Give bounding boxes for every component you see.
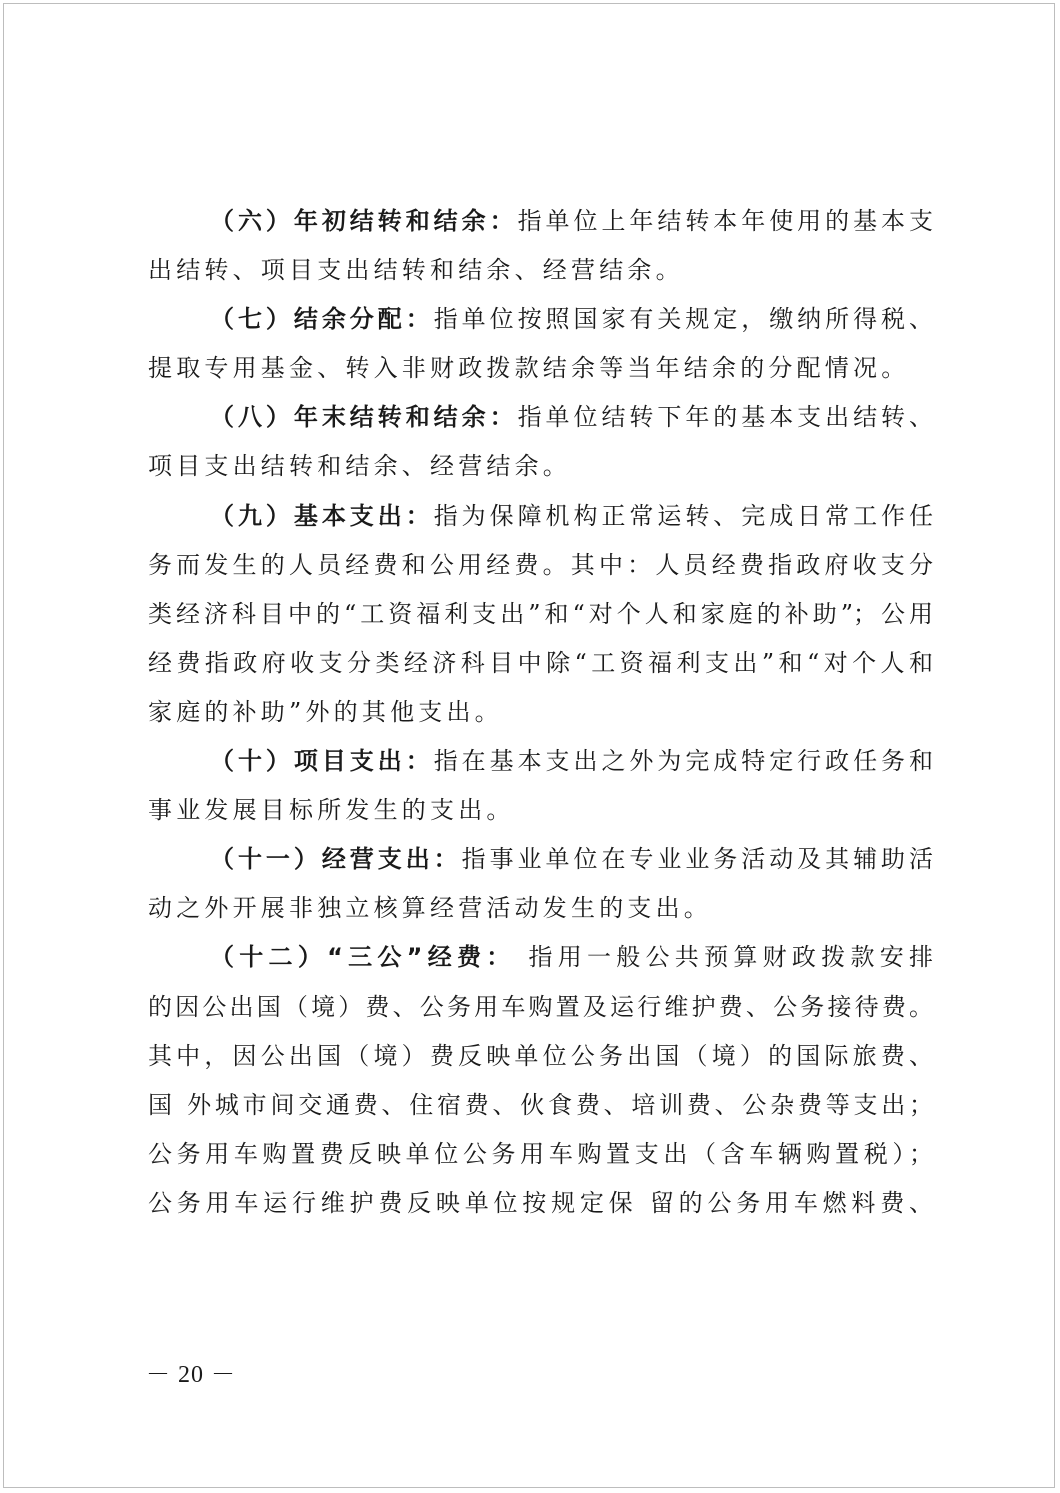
paragraph-line: 其中，因公出国（境）费反映单位公务出国（境）的国际旅费、: [148, 1041, 933, 1070]
paragraph-line: [148, 393, 933, 442]
paragraph-text: 指事业单位在专业业务活动及其辅助活: [461, 845, 933, 874]
paragraph-line: 的因公出国（境）费、公务用车购置及运行维护费、公务接待费。: [148, 992, 933, 1021]
paragraph-heading: （八）年末结转和结余：: [210, 403, 518, 432]
paragraph-line: [148, 835, 933, 884]
paragraph-line: 家庭的补助”外的其他支出。: [148, 697, 503, 726]
paragraph-line: [148, 197, 933, 246]
paragraph-line: 项目支出结转和结余、经营结余。: [148, 452, 571, 481]
paragraph-heading: （十）项目支出：: [210, 747, 434, 776]
paragraph-line: 经费指政府收支分类经济科目中除“工资福利支出”和“对个人和: [148, 648, 933, 677]
paragraph-line: 务而发生的人员经费和公用经费。其中：人员经费指政府收支分: [148, 550, 933, 579]
paragraph-text: 指为保障机构正常运转、完成日常工作任: [433, 501, 934, 530]
page-number: － 20 －: [146, 1362, 236, 1388]
paragraph-heading: （七）结余分配：: [210, 305, 434, 334]
paragraph-text: 指单位上年结转本年使用的基本支: [517, 207, 934, 235]
paragraph-heading: （六）年初结转和结余：: [210, 207, 518, 235]
paragraph-line: 出结转、项目支出结转和结余、经营结余。: [148, 256, 684, 285]
paragraph-text: 指单位结转下年的基本支出结转、: [517, 403, 934, 432]
document-body: [148, 197, 933, 1228]
paragraph-line: [148, 933, 933, 982]
paragraph-text: 指在基本支出之外为完成特定行政任务和: [433, 747, 934, 776]
paragraph-heading: （十二）“三公”经费：: [210, 943, 516, 972]
paragraph-line: 动之外开展非独立核算经营活动发生的支出。: [148, 894, 712, 923]
paragraph-line: 国 外城市间交通费、住宿费、伙食费、培训费、公杂费等支出；: [148, 1090, 933, 1119]
paragraph-heading: （九）基本支出：: [210, 501, 434, 530]
paragraph-heading: （十一）经营支出：: [210, 845, 462, 874]
paragraph-text: 指用一般公共预算财政拨款安排: [515, 943, 933, 972]
paragraph-line: 公务用车购置费反映单位公务用车购置支出（含车辆购置税）；: [148, 1139, 933, 1168]
paragraph-line: 类经济科目中的“工资福利支出”和“对个人和家庭的补助”；公用: [148, 599, 933, 628]
paragraph-text: 指单位按照国家有关规定，缴纳所得税、: [433, 305, 934, 334]
paragraph-line: [148, 295, 933, 344]
paragraph-line: 事业发展目标所发生的支出。: [148, 796, 515, 825]
paragraph-line: 公务用车运行维护费反映单位按规定保 留的公务用车燃料费、: [148, 1188, 933, 1217]
paragraph-line: [148, 737, 933, 786]
paragraph-line: [148, 492, 933, 541]
paragraph-line: 提取专用基金、转入非财政拨款结余等当年结余的分配情况。: [148, 354, 910, 383]
